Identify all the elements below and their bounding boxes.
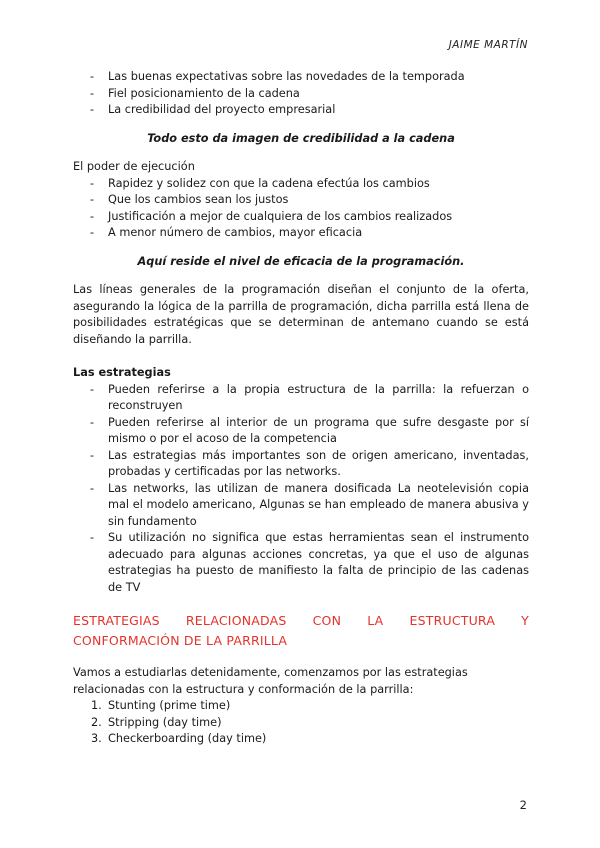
list-item: - Rapidez y solidez con que la cadena efectúa los cambios bbox=[90, 176, 529, 193]
list-item: - A menor número de cambios, mayor eficacia bbox=[90, 225, 529, 242]
header-author: JAIME MARTÍN bbox=[448, 39, 528, 51]
list-item: - Que los cambios sean los justos bbox=[90, 192, 529, 209]
list-item: - Fiel posicionamiento de la cadena bbox=[90, 86, 529, 103]
list-number: 3. bbox=[91, 732, 102, 745]
list-item: - Pueden referirse a la propia estructura de la parrilla: la refuerzan o reconstruyen bbox=[90, 382, 529, 415]
list-item: - Las networks, las utilizan de manera dosificada La neotelevisión copia mal el modelo americano, Algunas se han empleado de manera abusiva y sin fundamento bbox=[90, 481, 529, 531]
list-item: - La credibilidad del proyecto empresarial bbox=[90, 102, 529, 119]
list-number: 1. bbox=[91, 699, 102, 712]
page-content bbox=[73, 69, 529, 748]
list-item: - Las buenas expectativas sobre las novedades de la temporada bbox=[90, 69, 529, 86]
list-item: - Las estrategias más importantes son de origen americano, inventadas, probadas y certificadas por las networks. bbox=[90, 448, 529, 481]
list-item: - Pueden referirse al interior de un programa que sufre desgaste por sí mismo o por el acoso de la competencia bbox=[90, 415, 529, 448]
section-title: ESTRATEGIAS RELACIONADAS CON LA ESTRUCTURA Y CONFORMACIÓN DE LA PARRILLA bbox=[73, 613, 529, 648]
list-number: 2. bbox=[91, 715, 102, 729]
page-number: 2 bbox=[519, 798, 527, 812]
list-item: - Justificación a mejor de cualquiera de los cambios realizados bbox=[90, 209, 529, 226]
strategies-heading: Las estrategias bbox=[73, 366, 171, 379]
emphasis-statement-efficacy: Aquí reside el nivel de eficacia de la programación. bbox=[137, 254, 465, 268]
list-item: - Su utilización no significa que estas herramientas sean el instrumento adecuado para algunas acciones concretas, ya que el uso de algunas estrategias ha puesto de manifiesto la falta de principio de las cadenas de TV bbox=[90, 530, 529, 596]
emphasis-statement-credibility: Todo esto da imagen de credibilidad a la cadena bbox=[147, 131, 455, 145]
list-text: Stunting (prime time) bbox=[108, 699, 231, 712]
list-text: Checkerboarding (day time) bbox=[108, 732, 267, 745]
numbered-strategy-list bbox=[73, 698, 529, 748]
strategies-bullet-list bbox=[73, 382, 529, 597]
list-text: Stripping (day time) bbox=[108, 715, 222, 729]
intro-bullet-list bbox=[73, 69, 529, 119]
list-item bbox=[91, 731, 529, 748]
list-item bbox=[91, 698, 529, 715]
execution-label: El poder de ejecución bbox=[73, 160, 195, 173]
list-item bbox=[91, 715, 529, 732]
execution-bullet-list bbox=[73, 176, 529, 242]
paragraph-intro-strategies: Vamos a estudiarlas detenidamente, comenzamos por las estrategias relacionadas con la estructura y conformación de la parrilla: bbox=[73, 666, 468, 696]
paragraph-programming: Las líneas generales de la programación diseñan el conjunto de la oferta, asegurando la lógica de la parrilla de programación, dicha parrilla está llena de posibilidades estratégicas que se determinan de antemano cuando se está diseñando la parrilla. bbox=[73, 283, 529, 346]
